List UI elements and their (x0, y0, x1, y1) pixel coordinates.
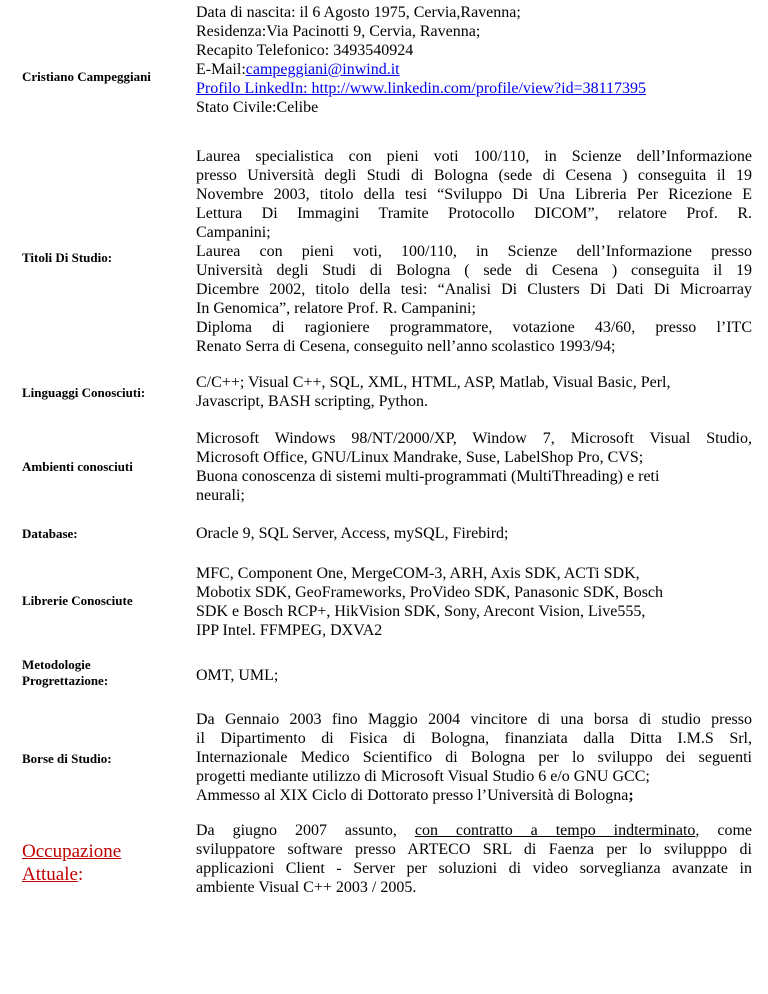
education-line: Campanini; (196, 224, 271, 241)
scholarships-line: Da Gennaio 2003 fino Maggio 2004 vincitore di una borsa di studio presso (196, 711, 752, 728)
occupation-last-line: ambiente Visual C++ 2003 / 2005. (196, 879, 417, 896)
scholarships-line: Internazionale Medico Scientifico di Bologna per lo sviluppo dei seguenti (196, 749, 752, 766)
environments-line: neurali; (196, 487, 245, 504)
occupation-first-suffix: , come (695, 822, 752, 839)
scholarships-line: il Dipartimento di Fisica di Bologna, finanziata dalla Ditta I.M.S Srl, (196, 730, 752, 747)
occupation-line: applicazioni Client - Server per soluzioni di video sorveglianza avanzate in (196, 860, 752, 877)
linkedin-link[interactable]: Profilo LinkedIn: http://www.linkedin.com/profile/view?id=38117395 (196, 80, 646, 97)
birth-line: Data di nascita: il 6 Agosto 1975, Cervia,Ravenna; (196, 4, 521, 21)
occupation-line: sviluppatore software presso ARTECO SRL di Faenza per lo svilupppo di (196, 841, 752, 858)
education-line: Università degli Studi di Bologna ( sede di Cesena ) conseguita il 19 (196, 262, 752, 279)
email-prefix: E-Mail: (196, 61, 246, 78)
environments-line: Microsoft Windows 98/NT/2000/XP, Window 7, Microsoft Visual Studio, (196, 430, 752, 447)
occupation-first-line (196, 821, 752, 840)
residence-line: Residenza:Via Pacinotti 9, Cervia, Ravenna; (196, 23, 481, 40)
education-line: Laurea con pieni voti, 100/110, in Scienze dell’Informazione presso (196, 243, 752, 260)
phone-line: Recapito Telefonico: 3493540924 (196, 42, 414, 59)
education-line: Diploma di ragioniere programmatore, votazione 43/60, presso l’ITC (196, 319, 752, 336)
education-line: Novembre 2003, titolo della tesi “Sviluppo Di Una Libreria Per Ricezione E (196, 186, 752, 203)
occupation-content (196, 821, 752, 897)
scholarships-line: progetti mediante utilizzo di Microsoft Visual Studio 6 e/o GNU GCC; (196, 768, 650, 785)
scholarships-content (196, 710, 752, 805)
scholarships-last-text: Ammesso al XIX Ciclo di Dottorato presso l’Università di Bologna (196, 787, 629, 804)
libraries-line: SDK e Bosch RCP+, HikVision SDK, Sony, Arecont Vision, Live555, (196, 603, 646, 620)
education-content (196, 147, 752, 356)
candidate-name: Cristiano Campeggiani (22, 69, 151, 84)
libraries-content (196, 564, 752, 640)
database-content (196, 524, 752, 543)
libraries-label: Librerie Conosciute (22, 593, 133, 608)
occupation-label-colon: : (77, 864, 84, 885)
occupation-label-line1: Occupazione (22, 841, 122, 862)
education-line: presso Università degli Studi di Bologna (sede di Cesena ) conseguita il 19 (196, 167, 752, 184)
education-line: Dicembre 2002, titolo della tesi: “Analisi Di Clusters Di Dati Di Microarray (196, 281, 752, 298)
occupation-label (22, 840, 187, 886)
occupation-label-line2: Attuale (22, 864, 78, 885)
methodologies-line: OMT, UML; (196, 667, 279, 684)
education-line: Renato Serra di Cesena, conseguito nell’anno scolastico 1993/94; (196, 338, 616, 355)
education-line: Laurea specialistica con pieni voti 100/110, in Scienze dell’Informazione (196, 148, 752, 165)
scholarships-last-punct: ; (628, 787, 634, 804)
civil-status-line: Stato Civile:Celibe (196, 99, 319, 116)
methodologies-label-line2: Progrettazione: (22, 673, 109, 688)
environments-label: Ambienti conosciuti (22, 459, 133, 474)
languages-content (196, 373, 752, 411)
languages-label: Linguaggi Conosciuti: (22, 385, 146, 400)
environments-content (196, 429, 752, 505)
libraries-line: MFC, Component One, MergeCOM-3, ARH, Axis SDK, ACTi SDK, (196, 565, 640, 582)
environments-line: Buona conoscenza di sistemi multi-programmati (MultiThreading) e reti (196, 468, 660, 485)
email-link[interactable]: campeggiani@inwind.it (245, 61, 400, 78)
environments-line: Microsoft Office, GNU/Linux Mandrake, Suse, LabelShop Pro, CVS; (196, 449, 644, 466)
education-line: Lettura Di Immagini Tramite Protocollo DICOM”, relatore Prof. R. (196, 205, 752, 222)
libraries-line: Mobotix SDK, GeoFrameworks, ProVideo SDK, Panasonic SDK, Bosch (196, 584, 664, 601)
occupation-first-prefix: Da giugno 2007 assunto, (196, 822, 415, 839)
contract-type: con contratto a tempo indterminato (414, 822, 696, 839)
database-label: Database: (22, 526, 78, 541)
personal-details (196, 3, 752, 117)
languages-line: Javascript, BASH scripting, Python. (196, 393, 428, 410)
scholarships-label: Borse di Studio: (22, 751, 112, 766)
education-label: Titoli Di Studio: (22, 250, 113, 265)
education-line: In Genomica”, relatore Prof. R. Campanini; (196, 300, 476, 317)
methodologies-content (196, 666, 752, 685)
methodologies-label (22, 657, 187, 689)
languages-line: C/C++; Visual C++, SQL, XML, HTML, ASP, Matlab, Visual Basic, Perl, (196, 374, 671, 391)
methodologies-label-line1: Metodologie (22, 657, 91, 672)
database-line: Oracle 9, SQL Server, Access, mySQL, Firebird; (196, 525, 509, 542)
libraries-line: IPP Intel. FFMPEG, DXVA2 (196, 622, 383, 639)
scholarships-last-line (196, 786, 752, 805)
email-line (196, 60, 752, 79)
